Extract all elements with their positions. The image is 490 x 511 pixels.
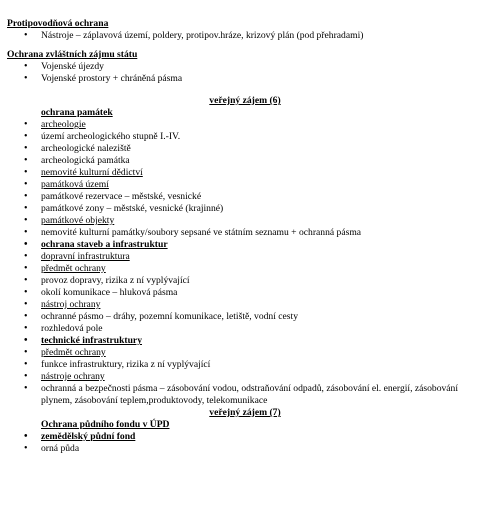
list-item: • orná půda — [0, 443, 490, 455]
list-item: • nemovité kulturní dědictví — [0, 167, 490, 179]
list-item: • nástroj ochrany — [0, 299, 490, 311]
list-item: • funkce infrastruktury, rizika z ní vyplývající — [0, 359, 490, 371]
heading-flood-protection: Protipovodňová ochrana — [7, 18, 109, 29]
list-item: • předmět ochrany — [0, 347, 490, 359]
list-state-interests — [0, 61, 490, 85]
list-item: • Nástroje – záplavová území, poldery, protipov.hráze, krizový plán (pod přehradami) — [0, 30, 490, 42]
list-item: • předmět ochrany — [0, 263, 490, 275]
heading-state-interests: Ochrana zvláštních zájmu státu — [7, 49, 138, 60]
list-item: • rozhledová pole — [0, 323, 490, 335]
list-item: • Vojenské újezdy — [0, 61, 490, 73]
heading-public-interest-7: veřejný zájem (7) — [209, 407, 281, 418]
subheading-soil-protection: Ochrana půdního fondu v ÚPD — [41, 419, 170, 430]
list-item: • Vojenské prostory + chráněná pásma — [0, 73, 490, 85]
list-item: • území archeologického stupně I.-IV. — [0, 131, 490, 143]
list-item: • nemovité kulturní památky/soubory sepsané ve státním seznamu + ochranná pásma — [0, 227, 490, 239]
list-item: • památkové objekty — [0, 215, 490, 227]
list-item: • zemědělský půdní fond — [0, 431, 490, 443]
list-item: • provoz dopravy, rizika z ní vyplývající — [0, 275, 490, 287]
list-item: • památkové rezervace – městské, vesnické — [0, 191, 490, 203]
list-item: • památkové zony – městské, vesnické (krajinné) — [0, 203, 490, 215]
list-item: • archeologie — [0, 119, 490, 131]
list-item: • okolí komunikace – hluková pásma — [0, 287, 490, 299]
list-item: • ochrana staveb a infrastruktur — [0, 239, 490, 251]
list-item: • dopravní infrastruktura — [0, 251, 490, 263]
list-monument-protection — [0, 119, 490, 407]
list-flood-protection — [0, 30, 490, 42]
list-soil-protection — [0, 431, 490, 455]
heading-public-interest-6: veřejný zájem (6) — [209, 95, 281, 106]
list-item: • archeologická památka — [0, 155, 490, 167]
list-item: • archeologické naleziště — [0, 143, 490, 155]
list-item: • ochranná a bezpečnosti pásma – zásobování vodou, odstraňování odpadů, zásobování el. energií, zásobování plynem, zásobování teplem,produktovody, telekomunikace — [0, 383, 490, 407]
subheading-monument-protection: ochrana památek — [41, 107, 113, 118]
list-item: • ochranné pásmo – dráhy, pozemní komunikace, letiště, vodní cesty — [0, 311, 490, 323]
list-item: • nástroje ochrany — [0, 371, 490, 383]
list-item: • technické infrastruktury — [0, 335, 490, 347]
list-item: • památková území — [0, 179, 490, 191]
